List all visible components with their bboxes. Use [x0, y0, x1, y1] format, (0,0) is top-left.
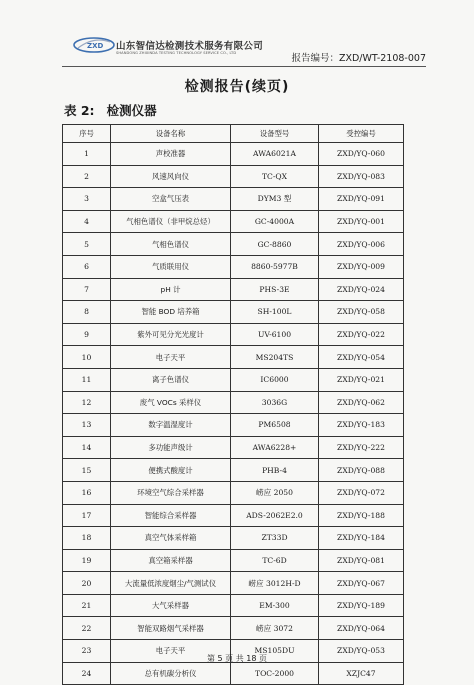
header-model: 设备型号 [231, 125, 319, 143]
table-row [63, 255, 404, 278]
table-row [63, 414, 404, 437]
equipment-name: 紫外可见分光光度计 [111, 323, 231, 346]
row-index: 12 [63, 391, 111, 414]
equipment-name: 风速风向仪 [111, 165, 231, 188]
control-number: ZXD/YQ-222 [319, 436, 404, 459]
control-number: ZXD/YQ-183 [319, 414, 404, 437]
control-number: ZXD/YQ-188 [319, 504, 404, 527]
table-row [63, 527, 404, 550]
table-row [63, 143, 404, 166]
equipment-model: MS204TS [231, 346, 319, 369]
equipment-model: PM6508 [231, 414, 319, 437]
equipment-model: 崂应 3012H-D [231, 572, 319, 595]
table-row [63, 368, 404, 391]
equipment-name: 大流量低浓度烟尘/气测试仪 [111, 572, 231, 595]
control-number: ZXD/YQ-189 [319, 594, 404, 617]
row-index: 16 [63, 481, 111, 504]
control-number: ZXD/YQ-006 [319, 233, 404, 256]
row-index: 7 [63, 278, 111, 301]
equipment-model: AWA6021A [231, 143, 319, 166]
equipment-model: PHS-3E [231, 278, 319, 301]
equipment-name: 空盒气压表 [111, 188, 231, 211]
row-index: 14 [63, 436, 111, 459]
equipment-model: SH-100L [231, 301, 319, 324]
row-index: 17 [63, 504, 111, 527]
equipment-name: pH 计 [111, 278, 231, 301]
svg-text:ZXD: ZXD [87, 42, 104, 50]
equipment-name: 智能 BOD 培养箱 [111, 301, 231, 324]
table-row [63, 301, 404, 324]
table-row [63, 549, 404, 572]
equipment-model: 崂应 3072 [231, 617, 319, 640]
control-number: ZXD/YQ-184 [319, 527, 404, 550]
equipment-name: 声校准器 [111, 143, 231, 166]
control-number: ZXD/YQ-024 [319, 278, 404, 301]
equipment-model: EM-300 [231, 594, 319, 617]
equipment-name: 真空气体采样箱 [111, 527, 231, 550]
control-number: ZXD/YQ-064 [319, 617, 404, 640]
equipment-name: 数字温湿度计 [111, 414, 231, 437]
equipment-model: AWA6228+ [231, 436, 319, 459]
row-index: 3 [63, 188, 111, 211]
row-index: 1 [63, 143, 111, 166]
equipment-model: MS105DU [231, 640, 319, 663]
equipment-name: 便携式酸度计 [111, 459, 231, 482]
control-number: ZXD/YQ-062 [319, 391, 404, 414]
row-index: 6 [63, 255, 111, 278]
equipment-model: 3036G [231, 391, 319, 414]
control-number: ZXD/YQ-054 [319, 346, 404, 369]
control-number: ZXD/YQ-022 [319, 323, 404, 346]
equipment-name: 大气采样器 [111, 594, 231, 617]
control-number: ZXD/YQ-091 [319, 188, 404, 211]
equipment-model: UV-6100 [231, 323, 319, 346]
table-row [63, 504, 404, 527]
table-row [63, 459, 404, 482]
report-number: 报告编号：ZXD/WT-2108-007 [291, 53, 426, 64]
table-row [63, 594, 404, 617]
equipment-model: ZT33D [231, 527, 319, 550]
row-index: 22 [63, 617, 111, 640]
page-footer: 第 5 页 共 18 页 [207, 654, 267, 663]
row-index: 21 [63, 594, 111, 617]
section-heading [64, 101, 157, 119]
row-index: 24 [63, 662, 111, 685]
equipment-name: 环境空气综合采样器 [111, 481, 231, 504]
equipment-model: GC-8860 [231, 233, 319, 256]
header-equipment-name: 设备名称 [111, 125, 231, 143]
equipment-name: 智能双路烟气采样器 [111, 617, 231, 640]
row-index: 13 [63, 414, 111, 437]
equipment-name: 离子色谱仪 [111, 368, 231, 391]
section-title: 检测仪器 [106, 103, 157, 118]
table-row [63, 278, 404, 301]
control-number: ZXD/YQ-058 [319, 301, 404, 324]
table-row [63, 436, 404, 459]
row-index: 18 [63, 527, 111, 550]
control-number: ZXD/YQ-083 [319, 165, 404, 188]
row-index: 5 [63, 233, 111, 256]
header-index: 序号 [63, 125, 111, 143]
table-row [63, 323, 404, 346]
table-row [63, 391, 404, 414]
table-row [63, 572, 404, 595]
equipment-model: 崂应 2050 [231, 481, 319, 504]
row-index: 23 [63, 640, 111, 663]
company-name-cn: 山东智信达检测技术服务有限公司 [116, 41, 264, 52]
equipment-name: 气质联用仪 [111, 255, 231, 278]
company-name-en: SHANDONG ZHIXINDA TESTING TECHNOLOGY SERVICE CO., LTD [116, 51, 237, 55]
equipment-table [62, 124, 404, 685]
equipment-model: 8860-5977B [231, 255, 319, 278]
table-row [63, 188, 404, 211]
header-control-no: 受控编号 [319, 125, 404, 143]
equipment-name: 废气 VOCs 采样仪 [111, 391, 231, 414]
page-title: 检测报告(续页) [184, 79, 290, 95]
equipment-name: 多功能声级计 [111, 436, 231, 459]
equipment-name: 电子天平 [111, 640, 231, 663]
table-row [63, 210, 404, 233]
table-row [63, 165, 404, 188]
row-index: 9 [63, 323, 111, 346]
control-number: ZXD/YQ-072 [319, 481, 404, 504]
equipment-model: TOC-2000 [231, 662, 319, 685]
equipment-model: PHB-4 [231, 459, 319, 482]
control-number: ZXD/YQ-021 [319, 368, 404, 391]
table-row [63, 481, 404, 504]
row-index: 4 [63, 210, 111, 233]
header-divider [62, 66, 426, 67]
equipment-name: 气相色谱仪 [111, 233, 231, 256]
row-index: 19 [63, 549, 111, 572]
table-row [63, 662, 404, 685]
control-number: ZXD/YQ-067 [319, 572, 404, 595]
equipment-name: 总有机碳分析仪 [111, 662, 231, 685]
control-number: ZXD/YQ-081 [319, 549, 404, 572]
row-index: 10 [63, 346, 111, 369]
equipment-name: 智能综合采样器 [111, 504, 231, 527]
control-number: ZXD/YQ-060 [319, 143, 404, 166]
report-header [56, 30, 426, 64]
control-number: ZXD/YQ-009 [319, 255, 404, 278]
equipment-model: TC-6D [231, 549, 319, 572]
equipment-model: DYM3 型 [231, 188, 319, 211]
table-row [63, 233, 404, 256]
equipment-model: TC-QX [231, 165, 319, 188]
equipment-model: IC6000 [231, 368, 319, 391]
row-index: 11 [63, 368, 111, 391]
control-number: XZJC47 [319, 662, 404, 685]
equipment-model: ADS-2062E2.0 [231, 504, 319, 527]
row-index: 8 [63, 301, 111, 324]
control-number: ZXD/YQ-001 [319, 210, 404, 233]
control-number: ZXD/YQ-088 [319, 459, 404, 482]
company-logo-icon [72, 36, 116, 54]
equipment-model: GC-4000A [231, 210, 319, 233]
row-index: 2 [63, 165, 111, 188]
equipment-name: 气相色谱仪（非甲烷总烃） [111, 210, 231, 233]
table-header-row [63, 125, 404, 143]
equipment-name: 电子天平 [111, 346, 231, 369]
control-number: ZXD/YQ-053 [319, 640, 404, 663]
row-index: 15 [63, 459, 111, 482]
row-index: 20 [63, 572, 111, 595]
table-row [63, 617, 404, 640]
section-label: 表 2: [64, 103, 95, 118]
table-row [63, 346, 404, 369]
equipment-name: 真空箱采样器 [111, 549, 231, 572]
